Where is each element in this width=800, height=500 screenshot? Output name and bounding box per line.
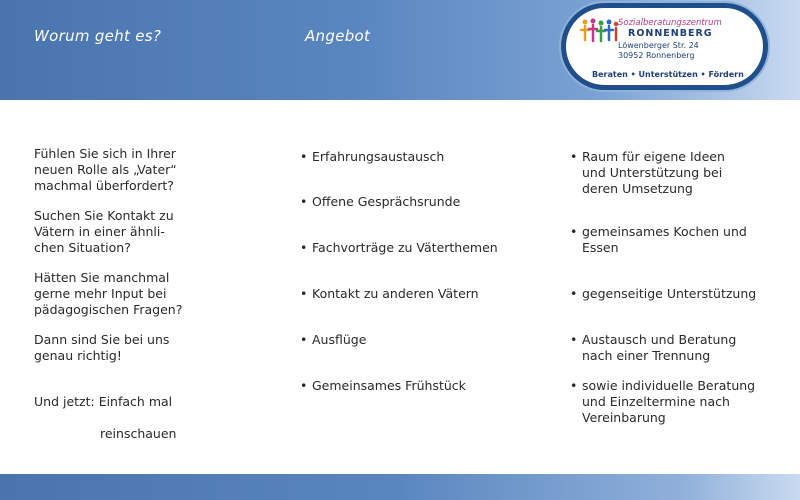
section-title-angebot: Angebot — [305, 27, 371, 45]
list-item: • Offene Gesprächsrunde — [300, 194, 460, 210]
footer-bar — [0, 474, 800, 500]
logo-city: RONNENBERG — [628, 28, 713, 39]
closing-line-1: Und jetzt: Einfach mal — [34, 394, 173, 409]
question-paragraph: Fühlen Sie sich in Ihrer neuen Rolle als „Vater“ machmal überfordert? — [34, 146, 177, 193]
list-item: • Erfahrungsaustausch — [300, 149, 444, 165]
questions-column — [34, 146, 224, 472]
list-item: • gemeinsames Kochen und Essen — [570, 224, 780, 256]
closing-line-2: reinschauen — [100, 426, 177, 441]
list-item: • Raum für eigene Ideen und Unterstützung bei deren Umsetzung — [570, 149, 780, 197]
list-item: • Austausch und Beratung nach einer Trennung — [570, 332, 780, 364]
question-paragraph: Suchen Sie Kontakt zu Vätern in einer ähnli- chen Situation? — [34, 208, 174, 255]
header-bar — [0, 0, 800, 100]
list-item: • Ausflüge — [300, 332, 366, 348]
logo-org-name: Sozialberatungszentrum — [618, 18, 722, 28]
list-item: • sowie individuelle Beratung und Einzeltermine nach Vereinbarung — [570, 378, 780, 426]
section-title-worum: Worum geht es? — [34, 27, 162, 45]
closing-paragraph — [34, 378, 224, 458]
question-paragraph: Hätten Sie manchmal gerne mehr Input bei pädagogischen Fragen? — [34, 270, 183, 317]
list-item: • Fachvorträge zu Väterthemen — [300, 240, 498, 256]
list-item: • gegenseitige Unterstützung — [570, 286, 780, 302]
question-paragraph: Dann sind Sie bei uns genau richtig! — [34, 332, 170, 363]
logo-tagline: Beraten • Unterstützen • Fördern — [592, 70, 744, 79]
list-item: • Kontakt zu anderen Vätern — [300, 286, 479, 302]
logo-street: Löwenberger Str. 24 — [618, 41, 699, 50]
logo-badge — [561, 3, 768, 90]
people-figures-icon — [580, 16, 620, 46]
list-item: • Gemeinsames Frühstück — [300, 378, 466, 394]
logo-postcode: 30952 Ronnenberg — [618, 51, 695, 60]
